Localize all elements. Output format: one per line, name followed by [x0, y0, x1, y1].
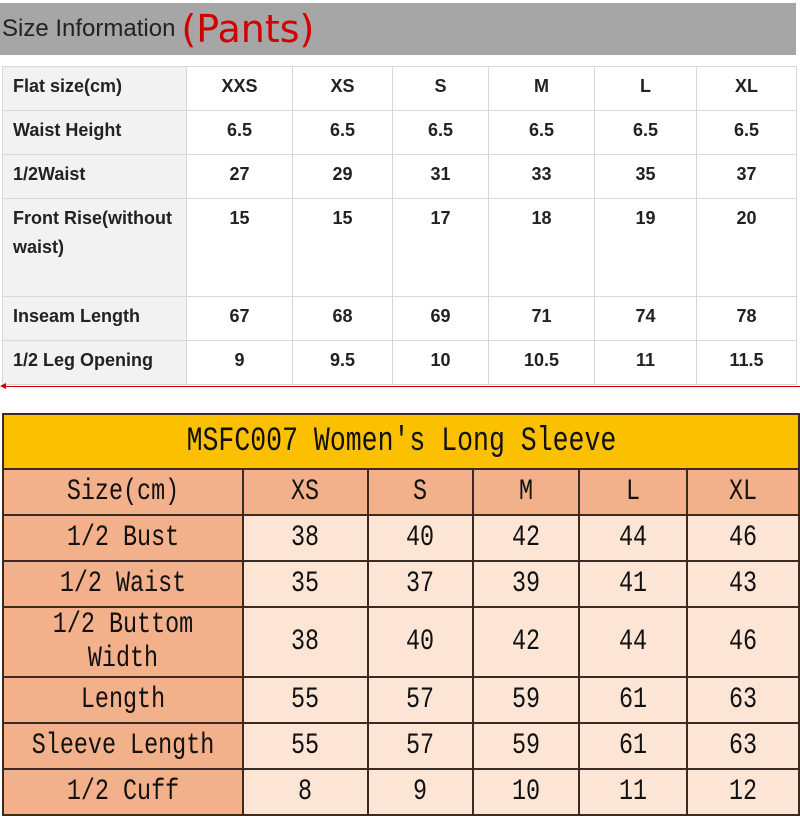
- table-title-row: [3, 414, 799, 469]
- table-cell-text: 38: [291, 521, 320, 555]
- table-cell-text: 8: [298, 775, 313, 809]
- table-cell: [473, 607, 579, 677]
- row-label-text: 1/2 Waist: [59, 567, 187, 601]
- table-cell: 67: [187, 297, 293, 341]
- table-cell: [579, 723, 687, 769]
- table-row: [3, 607, 799, 677]
- table-cell: 6.5: [595, 111, 697, 155]
- row-label-text: 1/2 Cuff: [66, 775, 180, 809]
- table-cell: 15: [187, 199, 293, 297]
- table-cell: 31: [393, 155, 489, 199]
- table-cell: 6.5: [393, 111, 489, 155]
- table-cell: [579, 677, 687, 723]
- header-title: Size Information: [2, 15, 176, 42]
- table-cell: 37: [697, 155, 797, 199]
- column-header-text: Size(cm): [66, 475, 180, 509]
- table-cell: [687, 561, 799, 607]
- row-label-text: 1/2 Buttom Width: [52, 608, 194, 676]
- table-header-row: [3, 67, 797, 111]
- table-row: [3, 561, 799, 607]
- table-cell: [579, 769, 687, 815]
- column-header: M: [489, 67, 595, 111]
- table-cell: 33: [489, 155, 595, 199]
- table-cell: [687, 769, 799, 815]
- row-label-text: Sleeve Length: [31, 729, 215, 763]
- table-cell-text: 61: [618, 683, 648, 717]
- table-cell: [687, 515, 799, 561]
- table-cell: 6.5: [489, 111, 595, 155]
- table-cell-text: 35: [291, 567, 320, 601]
- table-header-row: [3, 469, 799, 515]
- table-cell-text: 12: [728, 775, 758, 809]
- row-label: Front Rise(without waist): [3, 199, 187, 297]
- table-cell-text: 40: [406, 521, 435, 555]
- column-header: L: [595, 67, 697, 111]
- table-cell: [368, 515, 473, 561]
- table-cell: [368, 607, 473, 677]
- table-cell: 11.5: [697, 341, 797, 385]
- column-header: S: [393, 67, 489, 111]
- table-cell: [473, 723, 579, 769]
- table-cell-text: 63: [728, 729, 758, 763]
- column-header: XS: [293, 67, 393, 111]
- column-header: [687, 469, 799, 515]
- table-cell-text: 57: [406, 683, 435, 717]
- column-header-text: M: [518, 475, 534, 509]
- table-cell: [687, 723, 799, 769]
- table-row: [3, 111, 797, 155]
- table-cell: 29: [293, 155, 393, 199]
- table-cell: 35: [595, 155, 697, 199]
- table-cell: [243, 561, 368, 607]
- table-cell-text: 11: [618, 775, 648, 809]
- table-cell-text: 57: [406, 729, 435, 763]
- row-label: 1/2Waist: [3, 155, 187, 199]
- table-row: [3, 723, 799, 769]
- table-cell: 17: [393, 199, 489, 297]
- column-header: [473, 469, 579, 515]
- column-header-text: XL: [728, 475, 758, 509]
- table-cell-text: 10: [511, 775, 541, 809]
- table-row: [3, 515, 799, 561]
- table-cell: [243, 769, 368, 815]
- table-cell: [243, 607, 368, 677]
- table-cell: 71: [489, 297, 595, 341]
- table-cell-text: 59: [511, 683, 541, 717]
- table-cell: [473, 515, 579, 561]
- table-title-text: MSFC007 Women's Long Sleeve: [186, 422, 616, 461]
- table-cell: [579, 515, 687, 561]
- table-cell-text: 43: [728, 567, 758, 601]
- table-cell: [368, 561, 473, 607]
- row-label: [3, 515, 243, 561]
- table-row: [3, 677, 799, 723]
- column-header: [579, 469, 687, 515]
- column-header: XXS: [187, 67, 293, 111]
- column-header: Flat size(cm): [3, 67, 187, 111]
- table-cell: 68: [293, 297, 393, 341]
- table-cell-text: 46: [728, 521, 758, 555]
- table-cell-text: 61: [618, 729, 648, 763]
- table-cell: [368, 769, 473, 815]
- row-label: [3, 769, 243, 815]
- table-cell: 78: [697, 297, 797, 341]
- table-cell-text: 59: [511, 729, 541, 763]
- row-label-text: Length: [80, 683, 166, 717]
- column-header: [3, 469, 243, 515]
- table-cell-text: 46: [728, 625, 758, 659]
- row-label-text: 1/2 Bust: [66, 521, 180, 555]
- table-cell: [473, 769, 579, 815]
- long-sleeve-size-table: [2, 413, 800, 816]
- table-cell-text: 9: [413, 775, 428, 809]
- table-cell: 9.5: [293, 341, 393, 385]
- table-cell-text: 55: [291, 729, 320, 763]
- table-cell-text: 37: [406, 567, 435, 601]
- column-header-text: L: [625, 475, 641, 509]
- table-cell: 10: [393, 341, 489, 385]
- table-cell-text: 42: [511, 625, 541, 659]
- table-cell: 27: [187, 155, 293, 199]
- table-cell: [368, 677, 473, 723]
- table-cell: 74: [595, 297, 697, 341]
- header-highlight: (Pants): [181, 7, 315, 51]
- column-header: [243, 469, 368, 515]
- row-label: [3, 723, 243, 769]
- table-cell: [579, 561, 687, 607]
- table-cell: 9: [187, 341, 293, 385]
- row-label: Inseam Length: [3, 297, 187, 341]
- column-header: XL: [697, 67, 797, 111]
- row-label: [3, 561, 243, 607]
- table-cell: [473, 561, 579, 607]
- table-cell: [243, 515, 368, 561]
- pants-size-table: [2, 66, 797, 385]
- table-cell: [687, 607, 799, 677]
- column-header-text: XS: [291, 475, 320, 509]
- table-cell-text: 42: [511, 521, 541, 555]
- table-cell: 11: [595, 341, 697, 385]
- table-cell-text: 39: [511, 567, 541, 601]
- table-cell: 6.5: [293, 111, 393, 155]
- table-cell: 69: [393, 297, 489, 341]
- divider: [4, 386, 800, 387]
- table-cell: 20: [697, 199, 797, 297]
- table-cell: [243, 677, 368, 723]
- table-cell: 6.5: [187, 111, 293, 155]
- table-cell-text: 55: [291, 683, 320, 717]
- table-cell-text: 63: [728, 683, 758, 717]
- table-row: [3, 199, 797, 297]
- table-row: [3, 769, 799, 815]
- table-row: [3, 341, 797, 385]
- table-title: [3, 414, 799, 469]
- column-header-text: S: [413, 475, 428, 509]
- table-cell-text: 38: [291, 625, 320, 659]
- row-label: 1/2 Leg Opening: [3, 341, 187, 385]
- table-cell: [579, 607, 687, 677]
- row-label: Waist Height: [3, 111, 187, 155]
- column-header: [368, 469, 473, 515]
- size-info-header: [0, 3, 796, 55]
- table-cell: 18: [489, 199, 595, 297]
- row-label: [3, 607, 243, 677]
- table-cell: [368, 723, 473, 769]
- table-cell: [687, 677, 799, 723]
- table-cell: 19: [595, 199, 697, 297]
- table-cell: [243, 723, 368, 769]
- table-cell-text: 44: [618, 521, 648, 555]
- table-cell: 15: [293, 199, 393, 297]
- table-cell: 6.5: [697, 111, 797, 155]
- table-cell: [473, 677, 579, 723]
- row-label: [3, 677, 243, 723]
- table-cell: 10.5: [489, 341, 595, 385]
- table-cell-text: 44: [618, 625, 648, 659]
- table-row: [3, 297, 797, 341]
- table-cell-text: 41: [618, 567, 648, 601]
- table-cell-text: 40: [406, 625, 435, 659]
- table-row: [3, 155, 797, 199]
